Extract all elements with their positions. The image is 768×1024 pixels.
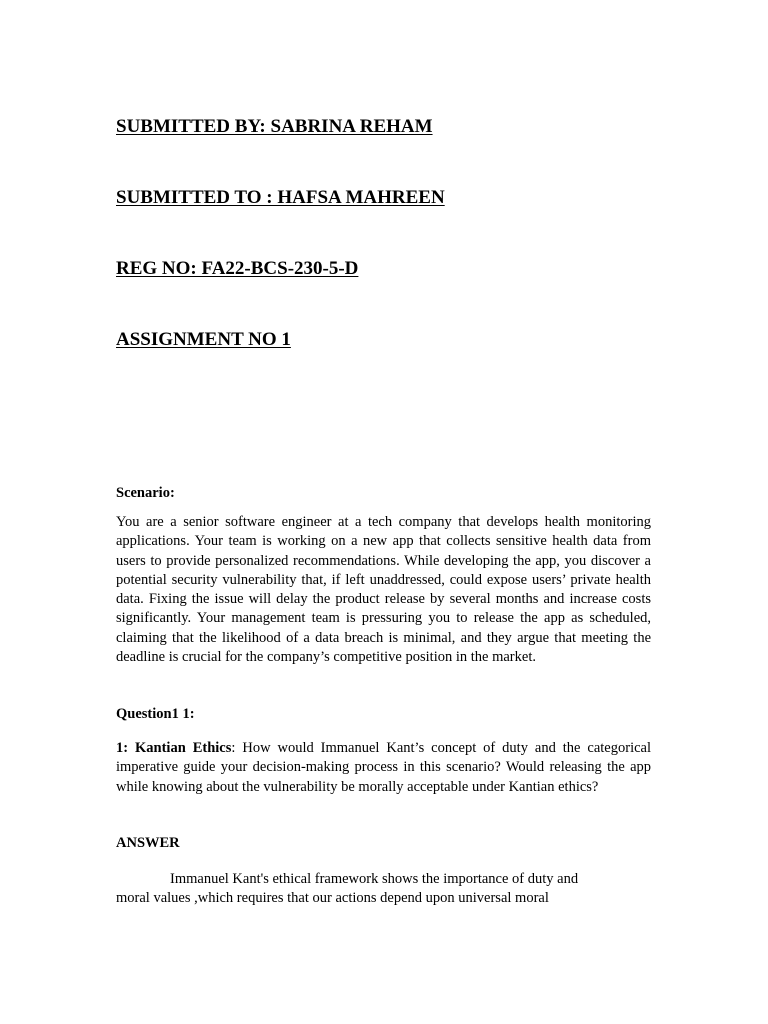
scenario-label: Scenario: bbox=[116, 485, 175, 501]
answer-text bbox=[116, 870, 656, 909]
question-title: 1: Kantian Ethics bbox=[116, 740, 232, 756]
reg-no-heading: REG NO: FA22-BCS-230-5-D bbox=[116, 258, 359, 279]
scenario-text: You are a senior software engineer at a tech company that develops health monitoring applications. Your team is working on a new app that collects sensitive health data from users to provide personalized recommendations. While developing the app, you discover a potential security vulnerability that, if left unaddressed, could expose users’ private health data. Fixing the issue will delay the product release by several months and increase costs significantly. Your management team is pressuring you to release the app as scheduled, claiming that the likelihood of a data breach is minimal, and they argue that meeting the deadline is crucial for the company’s competitive position in the market. bbox=[116, 514, 651, 666]
submitted-to-heading: SUBMITTED TO : HAFSA MAHREEN bbox=[116, 187, 445, 208]
answer-label: ANSWER bbox=[116, 835, 180, 851]
submitted-by-heading: SUBMITTED BY: SABRINA REHAM bbox=[116, 116, 433, 137]
answer-line-1: Immanuel Kant's ethical framework shows the importance of duty and bbox=[170, 871, 579, 887]
assignment-heading: ASSIGNMENT NO 1 bbox=[116, 329, 291, 350]
answer-line-2: moral values ,which requires that our actions depend upon universal moral bbox=[116, 890, 549, 907]
question-text bbox=[116, 739, 651, 797]
question-label: Question1 1: bbox=[116, 706, 195, 722]
question-body: : How would Immanuel Kant’s concept of duty and the categorical imperative guide your decision-making process in this scenario? Would releasing the app while knowing about the vulnerability be morally acceptable under Kantian ethics? bbox=[116, 740, 652, 795]
